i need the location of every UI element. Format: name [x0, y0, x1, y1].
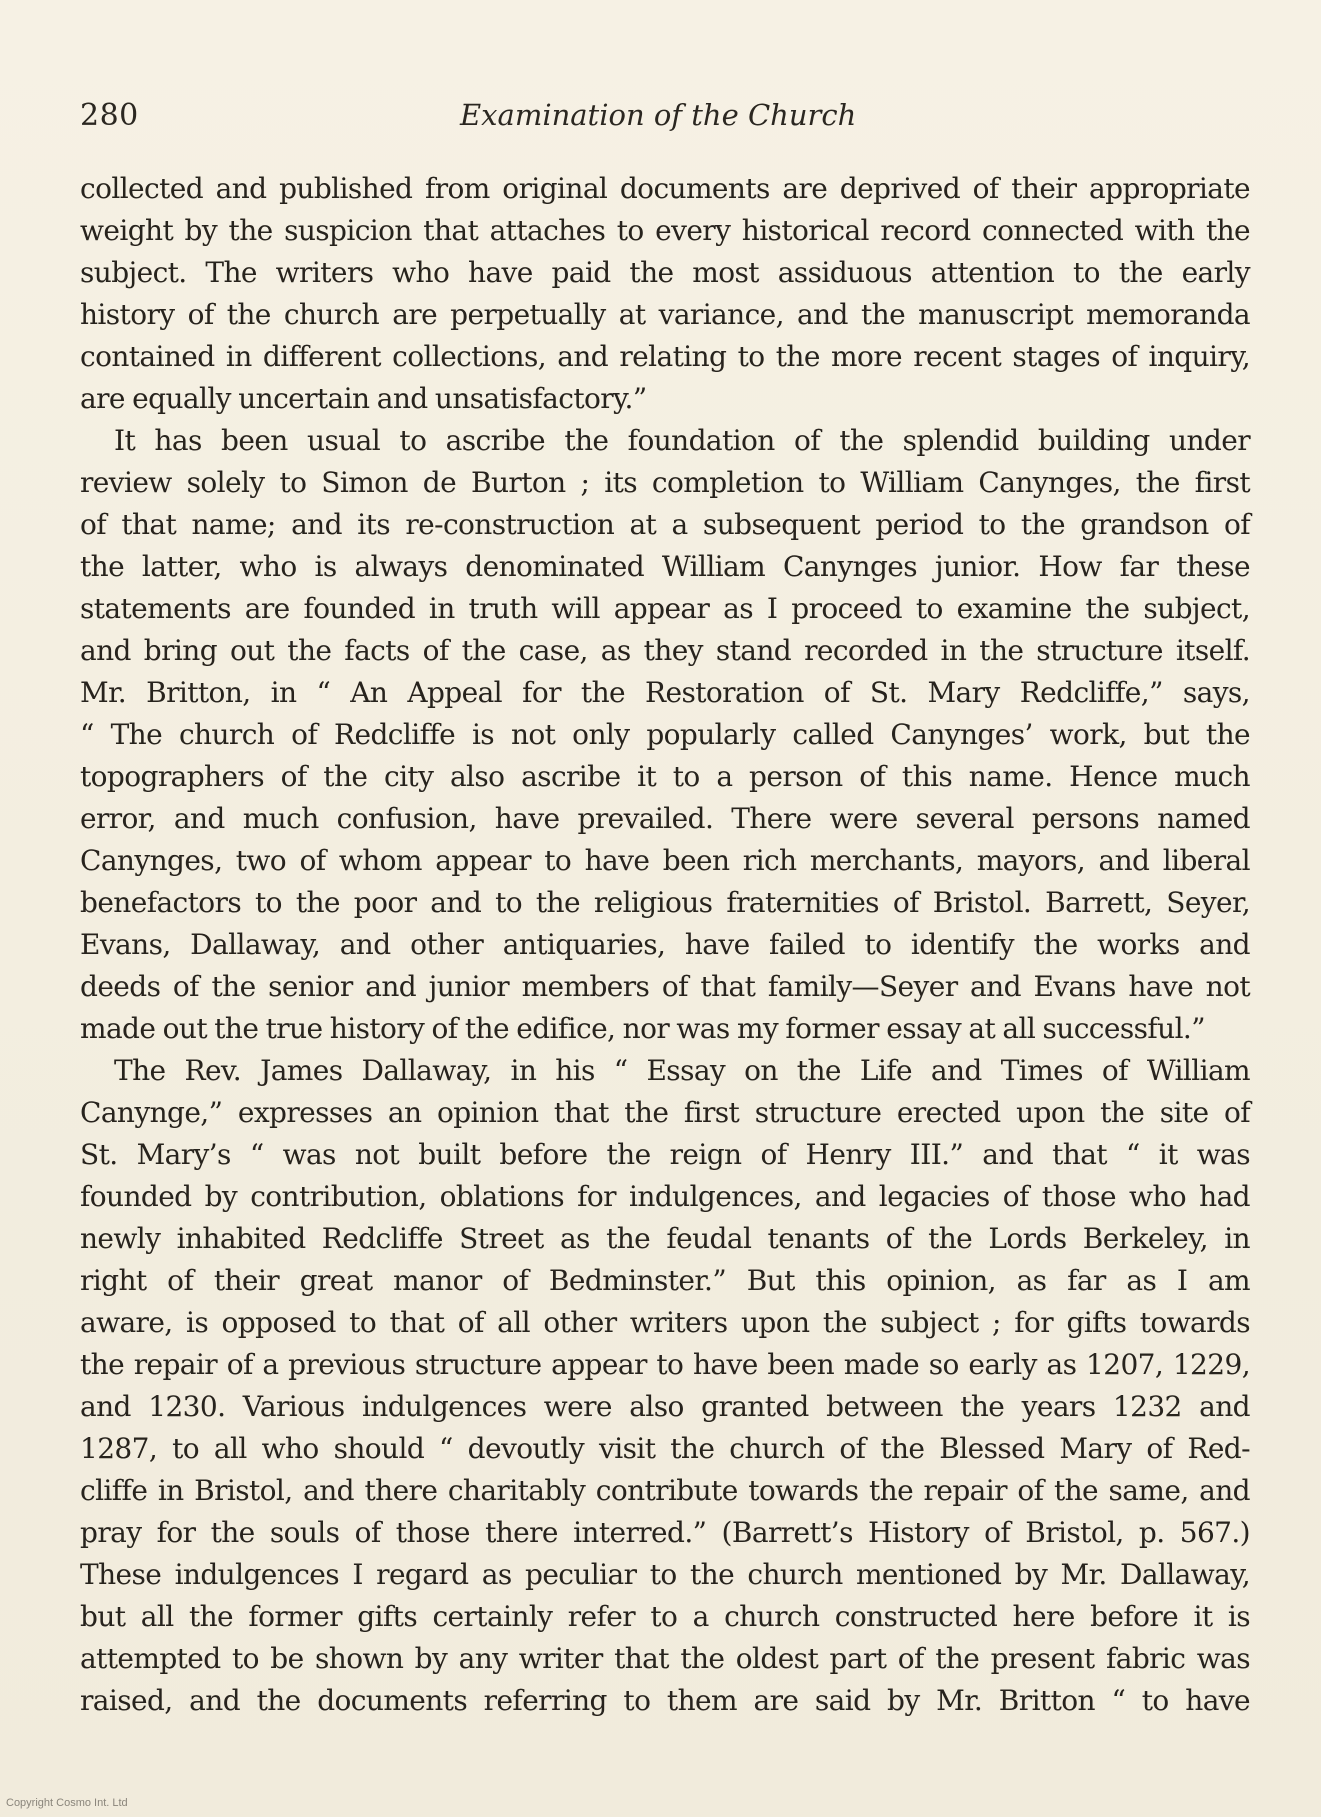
text-line: Canynges, two of whom appear to have been rich merchants, mayors, and liberal — [80, 844, 1250, 877]
text-line: subject. The writers who have paid the most assiduous attention to the early — [80, 256, 1250, 289]
text-line: St. Mary’s “ was not built before the reign of Henry III.” and that “ it was — [80, 1138, 1250, 1171]
text-line: 1287, to all who should “ devoutly visit the church of the Blessed Mary of Red- — [80, 1432, 1250, 1465]
text-line: newly inhabited Redcliffe Street as the feudal tenants of the Lords Berkeley, in — [80, 1222, 1250, 1255]
text-line: Canynge,” expresses an opinion that the first structure erected upon the site of — [80, 1096, 1250, 1129]
text-line: Mr. Britton, in “ An Appeal for the Restoration of St. Mary Redcliffe,” says, — [80, 676, 1250, 709]
text-line: cliffe in Bristol, and there charitably contribute towards the repair of the same, and — [80, 1474, 1250, 1507]
text-line: topographers of the city also ascribe it to a person of this name. Hence much — [80, 760, 1250, 793]
page-number: 280 — [80, 98, 139, 133]
text-line: Evans, Dallaway, and other antiquaries, have failed to identify the works and — [80, 928, 1250, 961]
body-text — [80, 168, 1250, 1722]
text-line: history of the church are perpetually at variance, and the manuscript memoranda — [80, 298, 1250, 331]
text-line: raised, and the documents referring to them are said by Mr. Britton “ to have — [80, 1684, 1250, 1717]
text-line: deeds of the senior and junior members of that family—Seyer and Evans have not — [80, 970, 1250, 1003]
copyright-footer: Copyright Cosmo Int. Ltd — [6, 1797, 128, 1809]
text-line: pray for the souls of those there interred.” (Barrett’s History of Bristol, p. 567.) — [80, 1516, 1250, 1549]
text-line: attempted to be shown by any writer that the oldest part of the present fabric was — [80, 1642, 1250, 1675]
text-line: error, and much confusion, have prevailed. There were several persons named — [80, 802, 1250, 835]
text-line: but all the former gifts certainly refer to a church constructed here before it is — [80, 1600, 1250, 1633]
text-line: It has been usual to ascribe the foundation of the splendid building under — [114, 424, 1250, 457]
text-line: The Rev. James Dallaway, in his “ Essay on the Life and Times of William — [114, 1054, 1250, 1087]
text-line: of that name; and its re-construction at a subsequent period to the grandson of — [80, 508, 1250, 541]
text-line: right of their great manor of Bedminster.” But this opinion, as far as I am — [80, 1264, 1250, 1297]
text-line: are equally uncertain and unsatisfactory.” — [80, 382, 647, 415]
text-line: review solely to Simon de Burton ; its completion to William Canynges, the first — [80, 466, 1250, 499]
text-line: the latter, who is always denominated William Canynges junior. How far these — [80, 550, 1250, 583]
text-line: benefactors to the poor and to the religious fraternities of Bristol. Barrett, Seyer, — [80, 886, 1250, 919]
page-header — [80, 98, 1250, 146]
text-line: founded by contribution, oblations for indulgences, and legacies of those who had — [80, 1180, 1250, 1213]
text-line: “ The church of Redcliffe is not only popularly called Canynges’ work, but the — [80, 718, 1250, 751]
text-line: and bring out the facts of the case, as they stand recorded in the structure itself. — [80, 634, 1250, 667]
text-line: the repair of a previous structure appear to have been made so early as 1207, 1229, — [80, 1348, 1250, 1381]
text-line: aware, is opposed to that of all other writers upon the subject ; for gifts towards — [80, 1306, 1250, 1339]
text-line: These indulgences I regard as peculiar to the church mentioned by Mr. Dallaway, — [80, 1558, 1250, 1591]
text-line: made out the true history of the edifice, nor was my former essay at all successful.” — [80, 1012, 1205, 1045]
running-head: Examination of the Church — [460, 98, 857, 132]
text-line: statements are founded in truth will appear as I proceed to examine the subject, — [80, 592, 1250, 625]
text-line: and 1230. Various indulgences were also granted between the years 1232 and — [80, 1390, 1250, 1423]
text-line: contained in different collections, and relating to the more recent stages of inquiry, — [80, 340, 1250, 373]
text-line: collected and published from original documents are deprived of their appropriate — [80, 172, 1250, 205]
text-line: weight by the suspicion that attaches to every historical record connected with the — [80, 214, 1250, 247]
